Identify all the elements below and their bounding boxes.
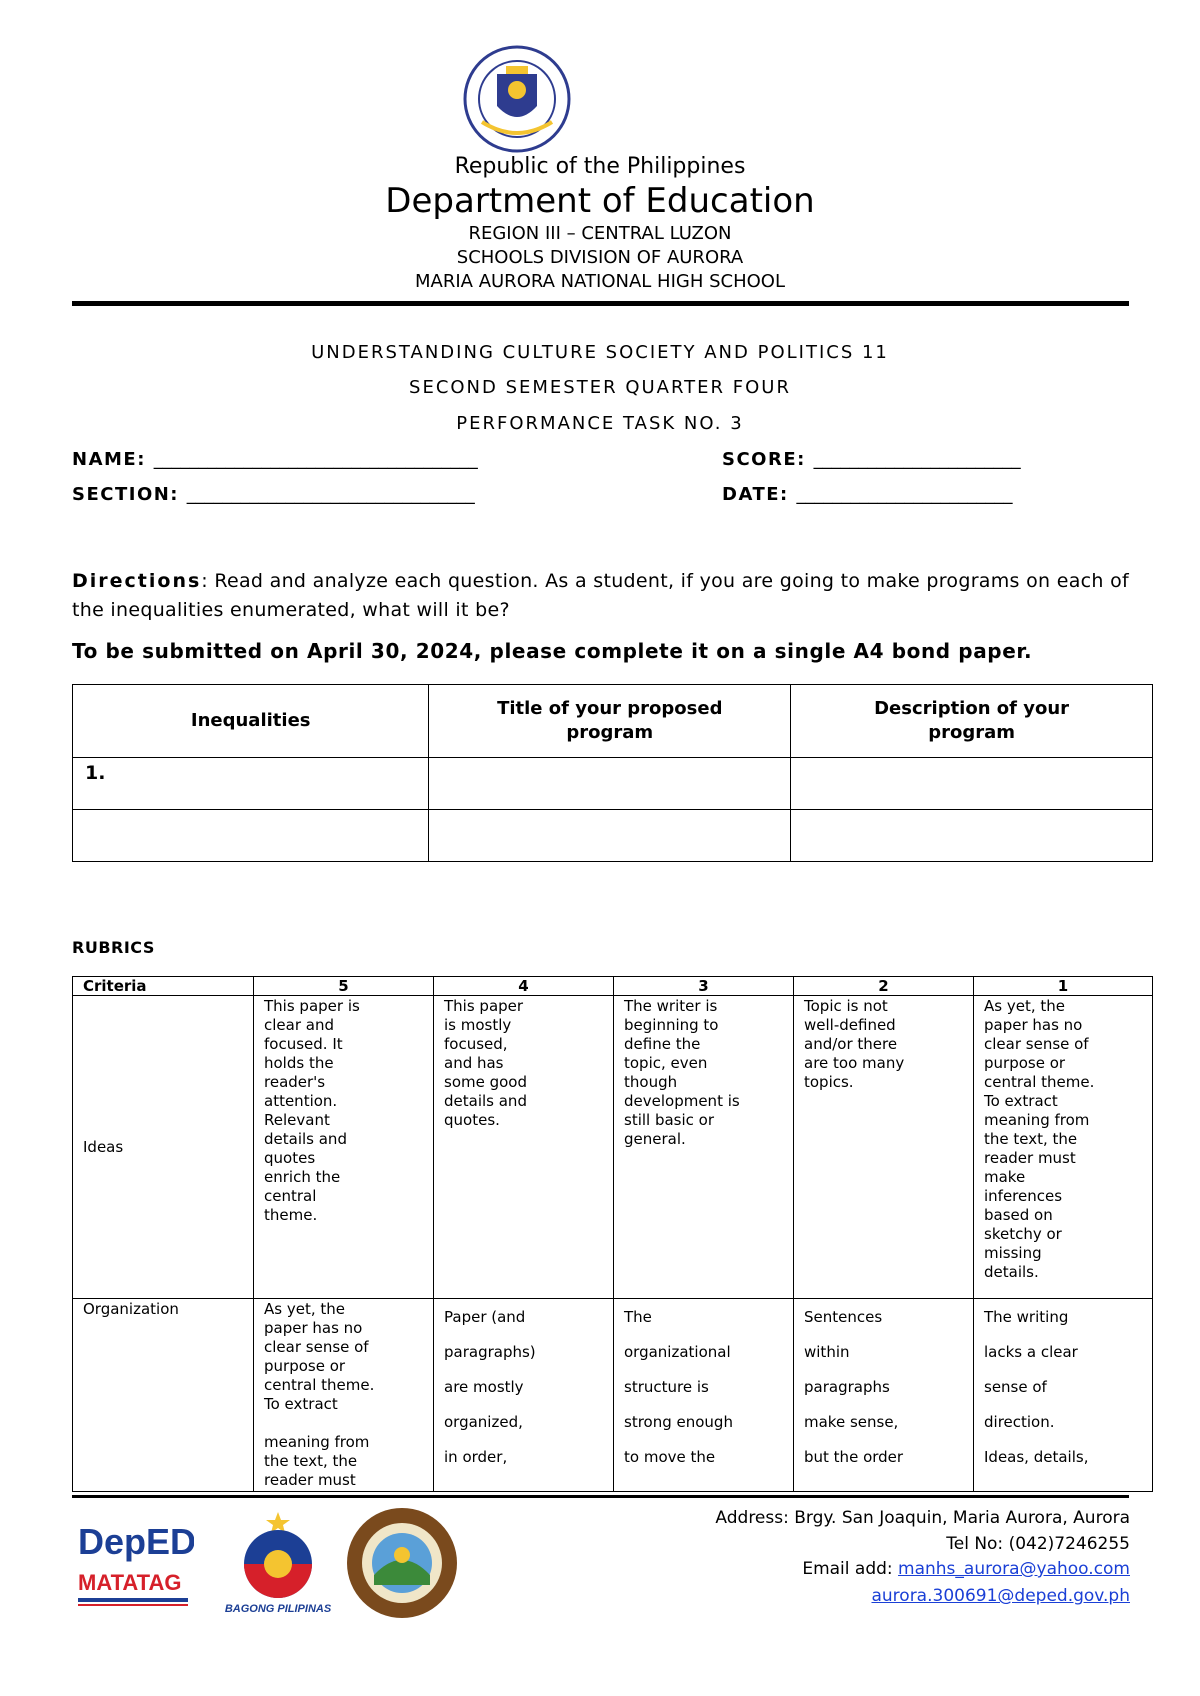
table-cell[interactable] <box>73 810 429 862</box>
deped-seal-logo <box>452 44 582 154</box>
name-line[interactable]: ____________________________________ <box>153 449 478 470</box>
email-link-yahoo[interactable]: manhs_aurora@yahoo.com <box>898 1559 1130 1579</box>
rubric-cell: This paper is mostly focused, and has some good details and quotes. <box>434 996 614 1299</box>
table-row <box>73 810 1153 862</box>
directions-paragraph <box>72 567 1129 625</box>
score-label: SCORE: <box>722 449 806 470</box>
footer-email-secondary <box>871 1586 1130 1606</box>
email-link-deped[interactable]: aurora.300691@deped.gov.ph <box>871 1586 1130 1606</box>
rubric-cell: The writing lacks a clear sense of direction. Ideas, details, <box>974 1299 1153 1492</box>
section-line[interactable]: ________________________________ <box>186 484 475 505</box>
school-seal-logo <box>344 1505 460 1621</box>
table-cell[interactable] <box>429 810 791 862</box>
rubric-criteria-organization: Organization <box>73 1299 254 1492</box>
header-inequalities: Inequalities <box>73 685 429 758</box>
date-label: DATE: <box>722 484 789 505</box>
rubric-cell: The organizational structure is strong enough to move the <box>614 1299 794 1492</box>
footer-address: Address: Brgy. San Joaquin, Maria Aurora, Aurora <box>715 1508 1130 1528</box>
table-row <box>73 758 1153 810</box>
rubric-header-criteria: Criteria <box>73 977 254 996</box>
region-heading: REGION III – CENTRAL LUZON <box>468 223 732 244</box>
table-row <box>73 1299 1153 1492</box>
rubric-header-score: 4 <box>434 977 614 996</box>
header-program-title: Title of your proposed program <box>429 685 791 758</box>
deped-logo-text: DepED <box>78 1521 194 1562</box>
rubric-header-score: 1 <box>974 977 1153 996</box>
name-field[interactable] <box>72 449 478 470</box>
rubric-header-score: 2 <box>794 977 974 996</box>
rubric-cell: As yet, the paper has no clear sense of purpose or central theme. To extract meaning from the text, the reader must make inferences based on sketchy or missing details. <box>974 996 1153 1299</box>
date-field[interactable] <box>722 484 1013 505</box>
score-line[interactable]: _______________________ <box>813 449 1021 470</box>
deped-matatag-logo <box>74 1508 194 1618</box>
table-cell[interactable] <box>429 758 791 810</box>
rubric-cell: As yet, the paper has no clear sense of purpose or central theme. To extract meaning from the text, the reader must <box>254 1299 434 1492</box>
table-cell[interactable] <box>791 758 1153 810</box>
rubrics-table <box>72 976 1153 1492</box>
performance-task-title: PERFORMANCE TASK NO. 3 <box>456 413 744 434</box>
department-heading: Department of Education <box>385 181 815 221</box>
name-label: NAME: <box>72 449 146 470</box>
section-field[interactable] <box>72 484 475 505</box>
score-field[interactable] <box>722 449 1021 470</box>
republic-heading: Republic of the Philippines <box>454 154 746 179</box>
rubric-cell: This paper is clear and focused. It holds the reader's attention. Relevant details and quotes enrich the central theme. <box>254 996 434 1299</box>
footer-telephone: Tel No: (042)7246255 <box>946 1534 1130 1554</box>
rubric-cell: Paper (and paragraphs) are mostly organized, in order, <box>434 1299 614 1492</box>
footer-email-primary <box>802 1559 1130 1579</box>
rubric-header-score: 5 <box>254 977 434 996</box>
table-cell[interactable] <box>791 810 1153 862</box>
school-heading: MARIA AURORA NATIONAL HIGH SCHOOL <box>415 271 785 292</box>
rubric-cell: The writer is beginning to define the topic, even though development is still basic or general. <box>614 996 794 1299</box>
subject-title: UNDERSTANDING CULTURE SOCIETY AND POLITICS 11 <box>311 342 889 363</box>
table-cell[interactable]: 1. <box>73 758 429 810</box>
email-label: Email add: <box>802 1559 899 1579</box>
matatag-logo-text: MATATAG <box>78 1570 182 1595</box>
rubric-cell: Topic is not well-defined and/or there are too many topics. <box>794 996 974 1299</box>
header-program-description: Description of your program <box>791 685 1153 758</box>
bagong-pilipinas-logo <box>222 1508 334 1618</box>
date-line[interactable]: ________________________ <box>796 484 1013 505</box>
rubric-cell: Sentences within paragraphs make sense, but the order <box>794 1299 974 1492</box>
inequalities-table <box>72 684 1153 862</box>
directions-label: Directions <box>72 570 202 592</box>
division-heading: SCHOOLS DIVISION OF AURORA <box>456 247 744 268</box>
bagong-pilipinas-text: BAGONG PILIPINAS <box>224 1603 332 1615</box>
rubrics-heading: RUBRICS <box>72 938 155 957</box>
rubric-header-score: 3 <box>614 977 794 996</box>
directions-text: : Read and analyze each question. As a student, if you are going to make programs on each of the inequalities enumerated, what will it be? <box>72 570 1129 621</box>
submission-note: To be submitted on April 30, 2024, please complete it on a single A4 bond paper. <box>72 639 1033 663</box>
header-divider <box>72 301 1129 306</box>
semester-title: SECOND SEMESTER QUARTER FOUR <box>409 377 791 398</box>
footer-divider <box>72 1495 1129 1498</box>
rubric-criteria-ideas: Ideas <box>73 996 254 1299</box>
section-label: SECTION: <box>72 484 180 505</box>
table-row <box>73 996 1153 1299</box>
